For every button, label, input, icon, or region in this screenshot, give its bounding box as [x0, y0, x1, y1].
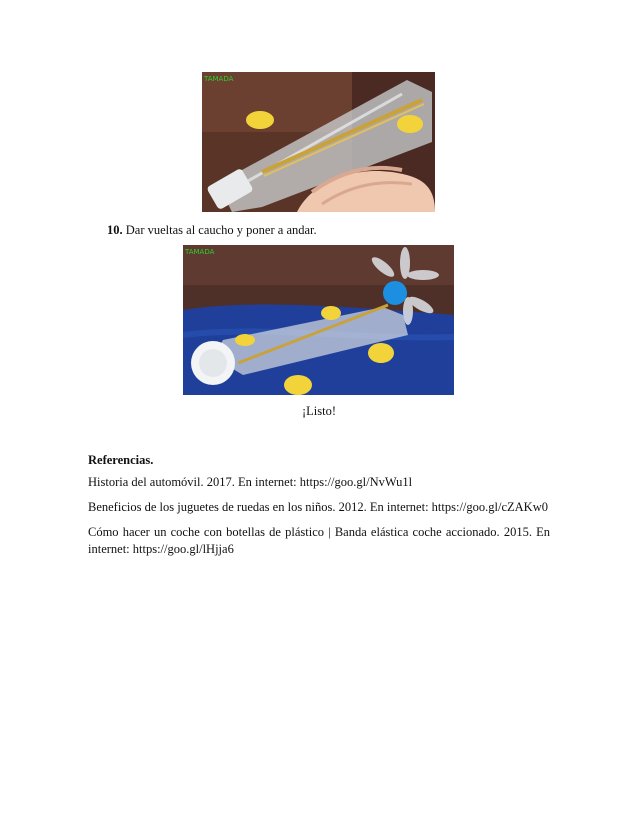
references-heading: Referencias.: [88, 453, 154, 467]
finished-car-illustration: [183, 245, 454, 395]
wheel-icon: [246, 111, 274, 129]
photo-finished-car: [183, 245, 454, 395]
wheel-icon: [235, 334, 255, 346]
step-10-instruction: [107, 223, 317, 238]
winding-photo-illustration: [202, 72, 435, 212]
reference-item: Beneficios de los juguetes de ruedas en los niños. 2012. En internet: https://goo.gl/cZAKw0: [88, 500, 548, 514]
watermark: TAMADA: [185, 248, 215, 256]
wheel-icon: [284, 375, 312, 395]
wheel-icon: [321, 306, 341, 320]
photo-winding-rubber-band: [202, 72, 435, 212]
reference-item: Historia del automóvil. 2017. En internet: https://goo.gl/NvWu1l: [88, 475, 413, 489]
wheel-icon: [397, 115, 423, 133]
bottle-cap-icon: [383, 281, 407, 305]
wheel-icon: [368, 343, 394, 363]
step-number: 10.: [107, 223, 123, 237]
reference-item: Cómo hacer un coche con botellas de plástico | Banda elástica coche accionado. 2015. En internet: https://goo.gl/lHjja6: [88, 525, 550, 556]
done-caption: ¡Listo!: [301, 404, 337, 418]
watermark: TAMADA: [204, 75, 234, 83]
step-text: Dar vueltas al caucho y poner a andar.: [122, 223, 317, 237]
